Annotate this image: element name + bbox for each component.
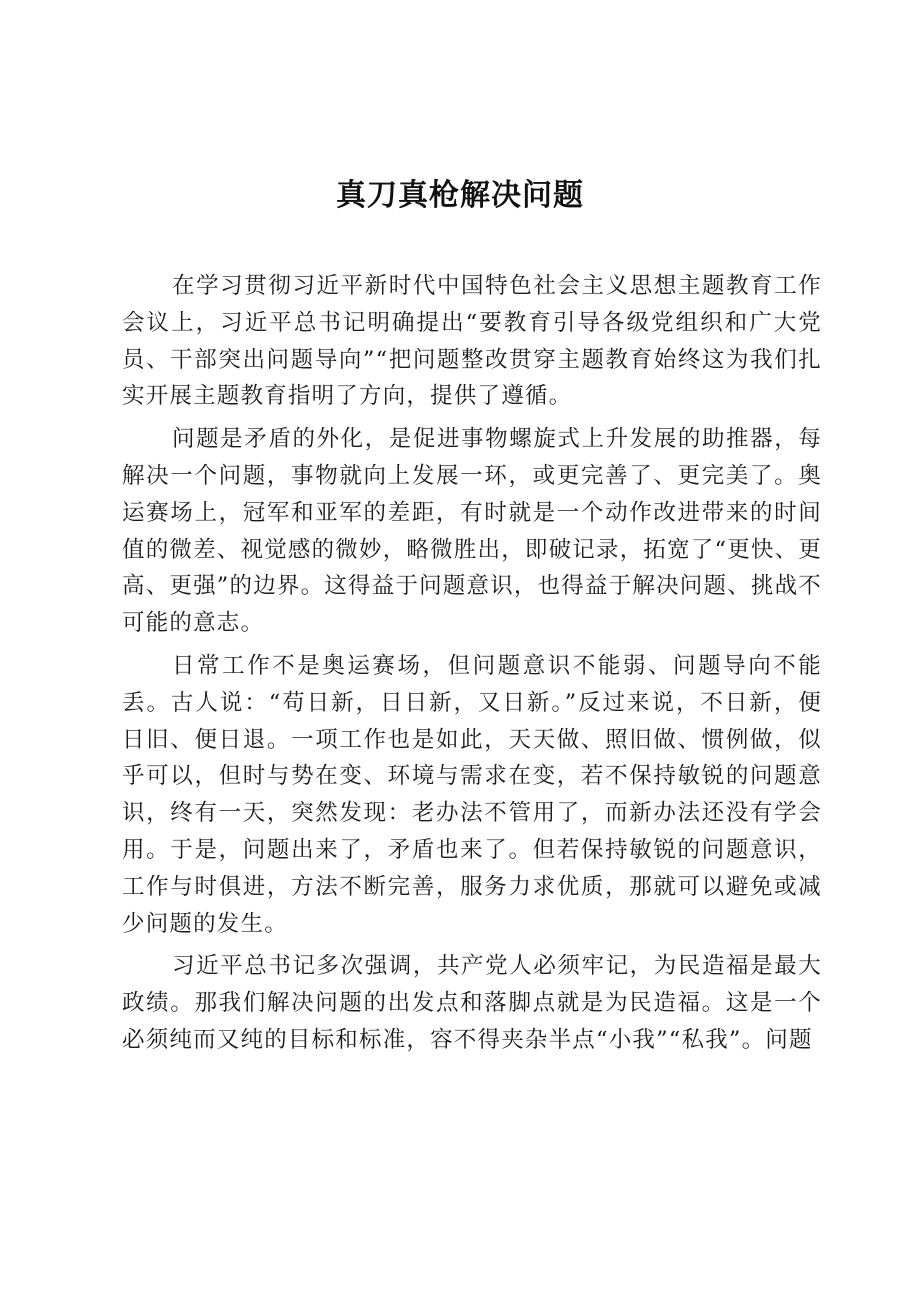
document-body: [122, 268, 822, 1059]
paragraph-4: 习近平总书记多次强调，共产党人必须牢记，为民造福是最大政绩。那我们解决问题的出发点和落脚点就是为民造福。这是一个必须纯而又纯的目标和标准，容不得夹杂半点“小我”“私我”。问题: [122, 953, 822, 1053]
document-title: 真刀真枪解决问题: [336, 178, 584, 213]
paragraph-2: 问题是矛盾的外化，是促进事物螺旋式上升发展的助推器，每解决一个问题，事物就向上发展一环，或更完善了、更完美了。奥运赛场上，冠军和亚军的差距，有时就是一个动作改进带来的时间值的微差、视觉感的微妙，略微胜出，即破记录，拓宽了“更快、更高、更强”的边界。这得益于问题意识，也得益于解决问题、挑战不可能的意志。: [122, 426, 823, 637]
paragraph-3: 日常工作不是奥运赛场，但问题意识不能弱、问题导向不能丢。古人说：“苟日新，日日新，又日新。”反过来说，不日新，便日旧、便日退。一项工作也是如此，天天做、照旧做、惯例做，似乎可以，但时与势在变、环境与需求在变，若不保持敏锐的问题意识，终有一天，突然发现：老办法不管用了，而新办法还没有学会用。于是，问题出来了，矛盾也来了。但若保持敏锐的问题意识，工作与时俱进，方法不断完善，服务力求优质，那就可以避免或减少问题的发生。: [122, 652, 822, 937]
paragraph-1: 在学习贯彻习近平新时代中国特色社会主义思想主题教育工作会议上，习近平总书记明确提出“要教育引导各级党组织和广大党员、干部突出问题导向”“把问题整改贯穿主题教育始终这为我们扎实开展主题教育指明了方向，提供了遵循。: [122, 273, 822, 410]
